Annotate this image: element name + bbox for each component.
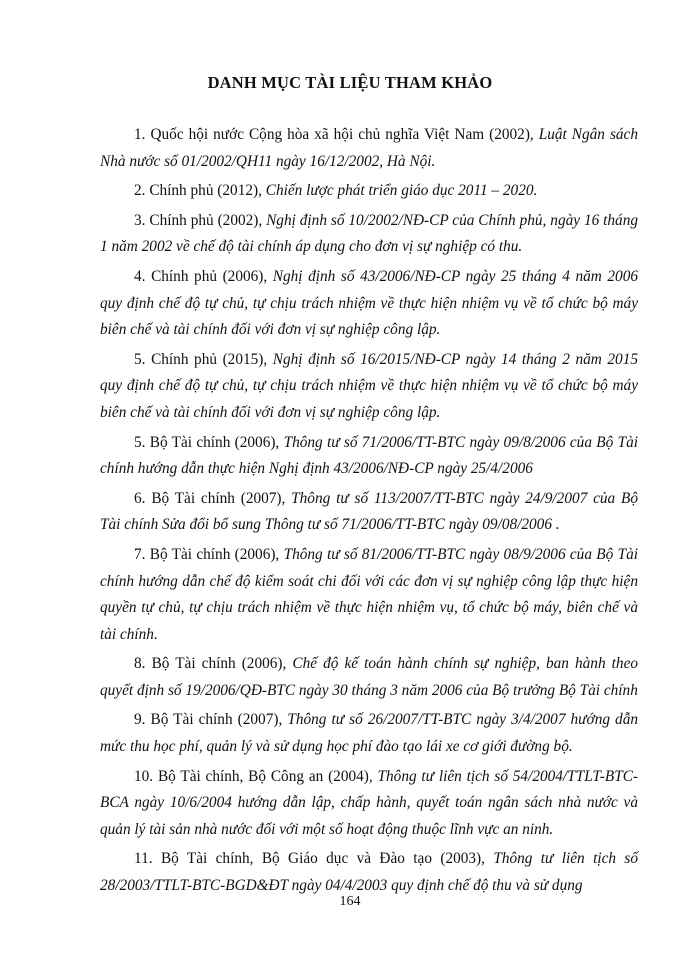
reference-title: Thông tư số 26/2007/TT-BTC ngày 3/4/2007 hướng dẫn mức thu học phí, quản lý và sử dụng học phí đào tạo lái xe cơ giới đường bộ. (100, 711, 638, 756)
reference-number: 2. (134, 182, 146, 200)
reference-author: Chính phủ (2002), (149, 211, 263, 229)
reference-title: Thông tư số 71/2006/TT-BTC ngày 09/8/2006 của Bộ Tài chính hướng dẫn thực hiện Nghị định 43/2006/NĐ-CP ngày 25/4/2006 (100, 433, 638, 478)
reference-title: Luật Ngân sách Nhà nước số 01/2002/QH11 ngày 16/12/2002, Hà Nội. (100, 126, 638, 170)
reference-item (100, 430, 638, 483)
reference-item (100, 707, 638, 760)
reference-number: 7. (134, 545, 146, 563)
reference-number: 4. (134, 267, 146, 285)
reference-title: Thông tư liên tịch số 54/2004/TTLT-BTC-BCA ngày 10/6/2004 hướng dẫn lập, chấp hành, quyết toán ngân sách nhà nước và quản lý tài sản nhà nước đối với một số hoạt động thuộc lĩnh vực an ninh. (100, 767, 639, 838)
reference-title: Thông tư số 81/2006/TT-BTC ngày 08/9/2006 của Bộ Tài chính hướng dẫn chế độ kiểm soát chi đối với các đơn vị sự nghiệp công lập thực hiện quyền tự chủ, tự chịu trách nhiệm về thực hiện nhiệm vụ, tổ chức bộ máy, biên chế và tài chính. (100, 545, 638, 643)
reference-number: 5. (134, 433, 146, 451)
reference-title: Nghị định số 43/2006/NĐ-CP ngày 25 tháng 4 năm 2006 quy định chế độ tự chủ, tự chịu trách nhiệm về thực hiện nhiệm vụ về tổ chức bộ máy biên chế và tài chính đối với đơn vị sự nghiệp công lập. (100, 267, 639, 339)
reference-number: 1. (134, 126, 146, 143)
reference-author: Bộ Tài chính (2007), (150, 711, 283, 729)
reference-author: Chính phủ (2006), (151, 267, 268, 285)
reference-author: Bộ Tài chính, Bộ Công an (2004), (157, 767, 373, 785)
reference-title: Thông tư liên tịch số 28/2003/TTLT-BTC-BGD&ĐT ngày 04/4/2003 quy định chế độ thu và sử dụng (100, 850, 638, 895)
reference-item (100, 486, 638, 539)
reference-author: Bộ Tài chính (2007), (151, 489, 286, 507)
reference-item (100, 846, 638, 899)
reference-title: Nghị định số 10/2002/NĐ-CP của Chính phủ, ngày 16 tháng 1 năm 2002 về chế độ tài chính áp dụng cho đơn vị sự nghiệp có thu. (100, 211, 638, 256)
reference-author: Chính phủ (2015), (151, 350, 268, 368)
reference-item (100, 764, 638, 844)
reference-item (100, 264, 638, 344)
reference-number: 5. (134, 350, 146, 368)
reference-author: Bộ Tài chính, Bộ Giáo dục và Đào tạo (2003), (160, 850, 485, 868)
reference-title: Chiến lược phát triển giáo dục 2011 – 2020. (265, 182, 538, 200)
reference-title: Nghị định số 16/2015/NĐ-CP ngày 14 tháng 2 năm 2015 quy định chế độ tự chủ, tự chịu trách nhiệm về thực hiện nhiệm vụ về tổ chức bộ máy biên chế và tài chính đối với đơn vị sự nghiệp công lập. (100, 350, 639, 421)
reference-item (100, 651, 638, 704)
reference-author: Bộ Tài chính (2006), (149, 545, 280, 563)
reference-title: Chế độ kế toán hành chính sự nghiệp, ban hành theo quyết định số 19/2006/QĐ-BTC ngày 30 tháng 3 năm 2006 của Bộ trưởng Bộ Tài chính (100, 655, 639, 699)
reference-number: 11. (134, 850, 153, 868)
reference-number: 3. (134, 211, 146, 229)
reference-item (100, 122, 638, 175)
page-number: 164 (339, 894, 361, 909)
reference-author: Bộ Tài chính (2006), (151, 655, 287, 673)
reference-number: 10. (134, 767, 154, 785)
reference-number: 9. (134, 711, 146, 729)
reference-number: 6. (134, 489, 146, 507)
reference-list (100, 122, 638, 903)
reference-author: Quốc hội nước Cộng hòa xã hội chủ nghĩa Việt Nam (2002), (150, 126, 534, 143)
reference-title: Thông tư số 113/2007/TT-BTC ngày 24/9/2007 của Bộ Tài chính Sửa đổi bổ sung Thông tư số 71/2006/TT-BTC ngày 09/08/2006 . (100, 489, 638, 534)
reference-author: Chính phủ (2012), (149, 182, 262, 200)
reference-author: Bộ Tài chính (2006), (149, 433, 280, 451)
page-title: DANH MỤC TÀI LIỆU THAM KHẢO (207, 73, 493, 92)
reference-item (100, 542, 638, 648)
reference-item (100, 178, 638, 205)
reference-item (100, 208, 638, 261)
reference-number: 8. (134, 655, 146, 673)
reference-item (100, 347, 638, 427)
